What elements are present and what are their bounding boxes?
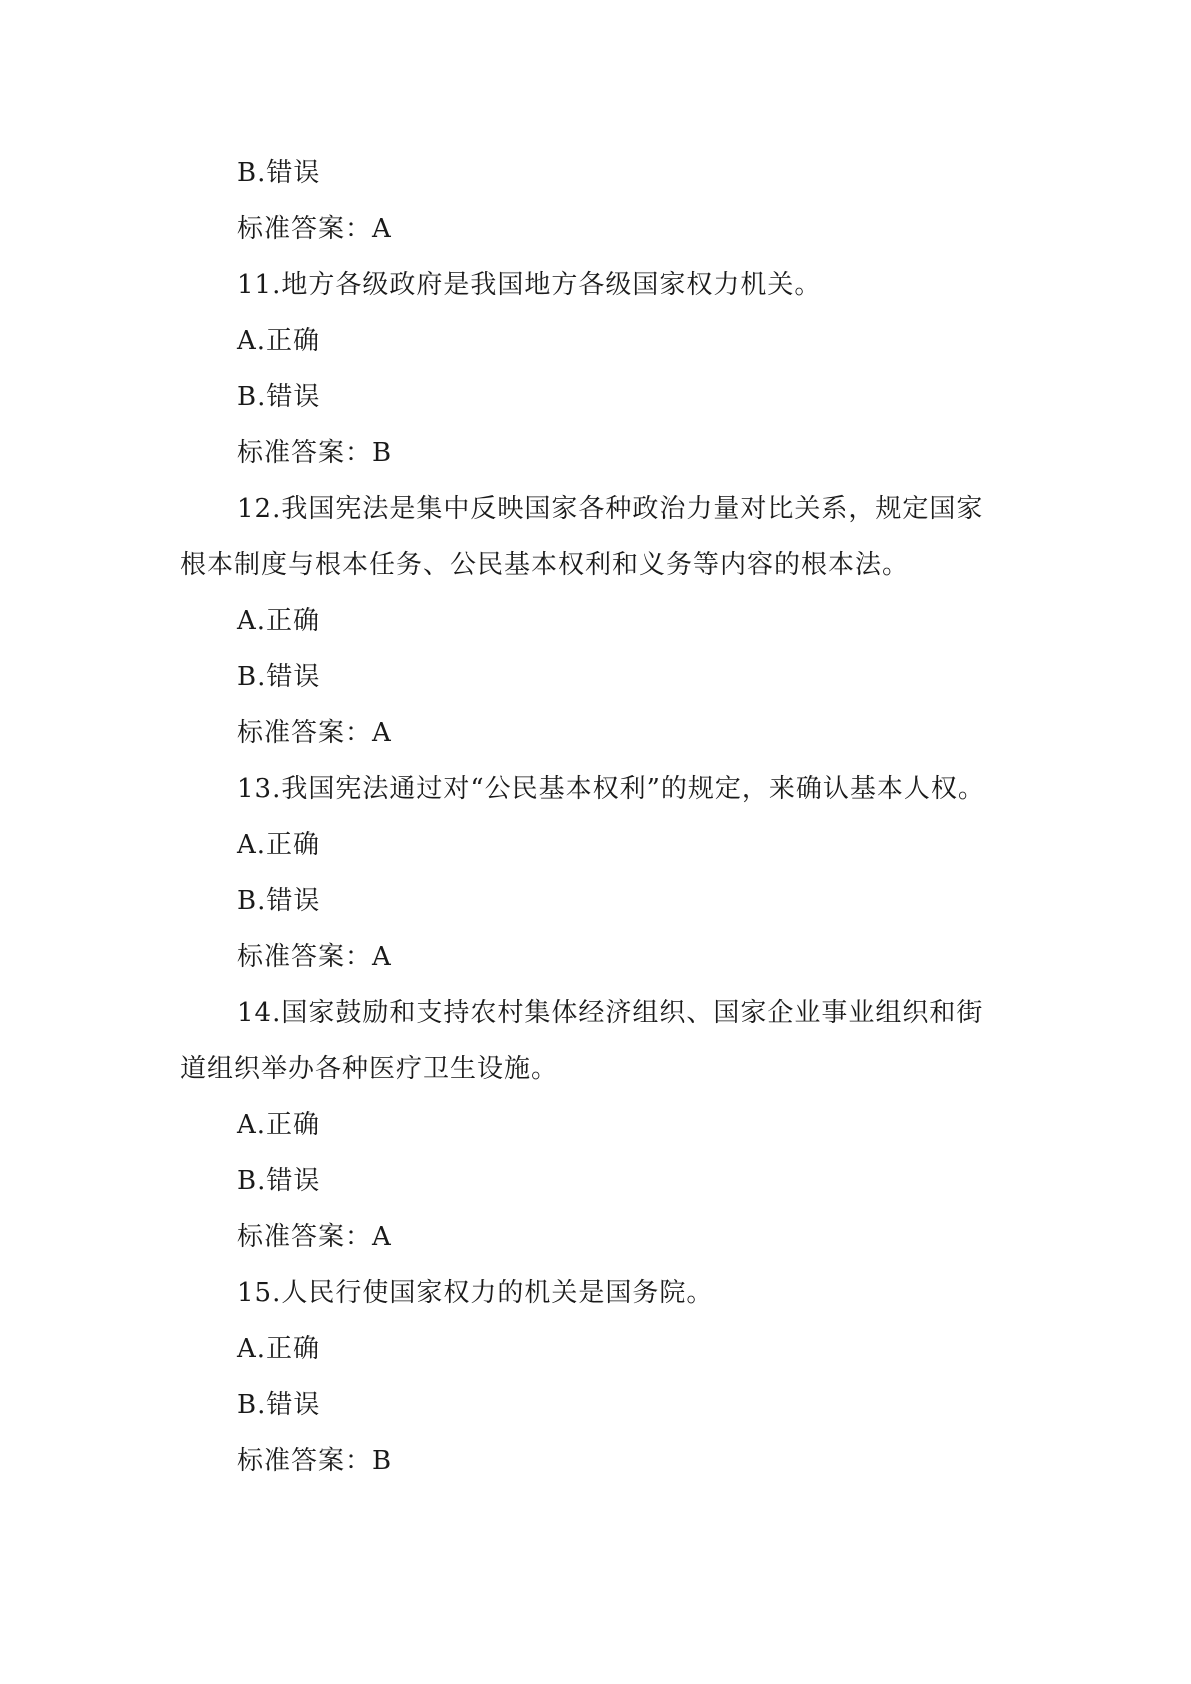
option-a-q14: A.正确 — [237, 1110, 321, 1140]
question-12-line-2: 根本制度与根本任务、公民基本权利和义务等内容的根本法。 — [180, 550, 910, 580]
answer-q15: 标准答案：B — [237, 1446, 393, 1476]
question-14-line-1: 14.国家鼓励和支持农村集体经济组织、国家企业事业组织和街 — [237, 998, 984, 1028]
answer-q10: 标准答案：A — [237, 214, 392, 244]
question-15: 15.人民行使国家权力的机关是国务院。 — [237, 1278, 714, 1308]
option-b-q14: B.错误 — [237, 1166, 321, 1196]
question-14-line-2: 道组织举办各种医疗卫生设施。 — [180, 1054, 559, 1084]
option-b-q10: B.错误 — [237, 158, 321, 188]
option-a-q13: A.正确 — [237, 830, 321, 860]
answer-q11: 标准答案：B — [237, 438, 393, 468]
option-b-q15: B.错误 — [237, 1390, 321, 1420]
answer-q12: 标准答案：A — [237, 718, 392, 748]
answer-q14: 标准答案：A — [237, 1222, 392, 1252]
question-11: 11.地方各级政府是我国地方各级国家权力机关。 — [237, 270, 822, 300]
option-b-q11: B.错误 — [237, 382, 321, 412]
question-12-line-1: 12.我国宪法是集中反映国家各种政治力量对比关系，规定国家 — [237, 494, 984, 524]
option-a-q12: A.正确 — [237, 606, 321, 636]
option-b-q12: B.错误 — [237, 662, 321, 692]
answer-q13: 标准答案：A — [237, 942, 392, 972]
option-b-q13: B.错误 — [237, 886, 321, 916]
option-a-q11: A.正确 — [237, 326, 321, 356]
question-13: 13.我国宪法通过对“公民基本权利”的规定，来确认基本人权。 — [237, 774, 985, 804]
option-a-q15: A.正确 — [237, 1334, 321, 1364]
